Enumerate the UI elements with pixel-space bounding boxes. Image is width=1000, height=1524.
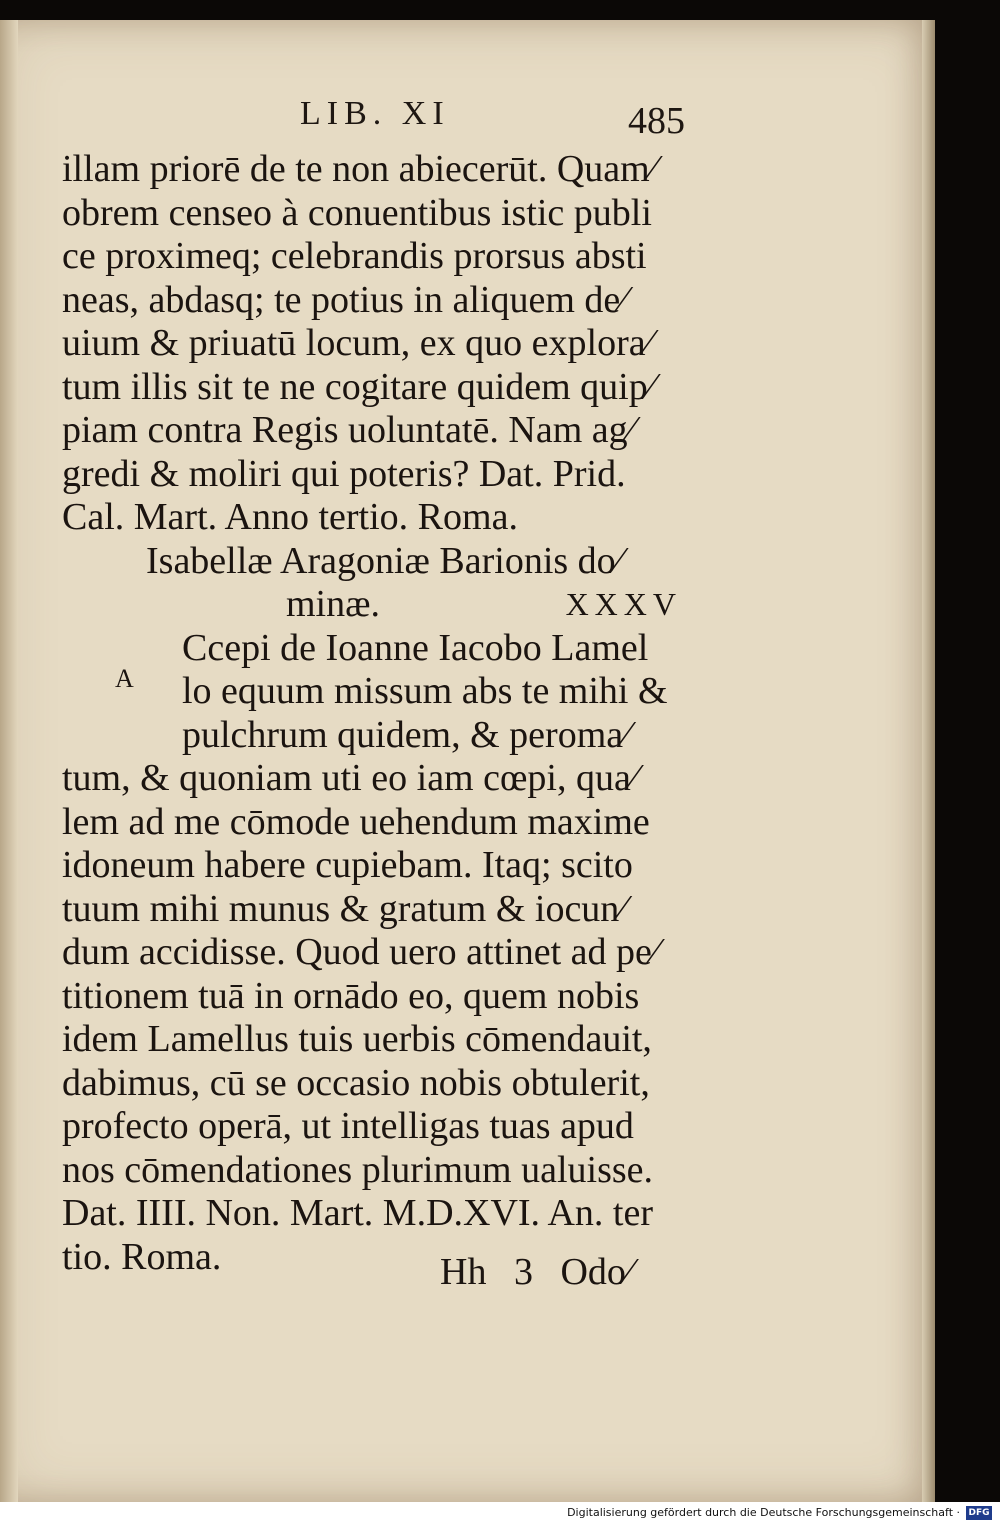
page-edge	[922, 20, 935, 1502]
page-number: 485	[628, 100, 685, 142]
text-line: tum illis sit te ne cogitare quidem quip⁄	[62, 365, 655, 408]
text-line: uium & priuatū locum, ex quo explora⁄	[62, 322, 652, 364]
text-line: neas, abdasq; te potius in aliquem de⁄	[62, 278, 627, 321]
letter-title-line: minæ.	[286, 583, 380, 625]
letter-opening-line: pulchrum quidem, & peroma⁄	[182, 713, 630, 756]
text-line: nos cōmendationes plurimum ualuisse.	[62, 1148, 654, 1191]
text-line: Dat. IIII. Non. Mart. M.D.XVI. An. ter	[62, 1192, 653, 1234]
letter-opening-line: lo equum missum abs te mihi &	[182, 670, 668, 712]
text-line: lem ad me cōmode uehendum maxime	[62, 800, 650, 843]
text-line: idem Lamellus tuis uerbis cōmendauit,	[62, 1018, 652, 1060]
text-line: tio. Roma.	[62, 1235, 222, 1278]
text-line: tuum mihi munus & gratum & iocun⁄	[62, 887, 626, 930]
catchword-line	[440, 1250, 632, 1294]
running-head: LIB. XI	[300, 95, 450, 132]
text-line: titionem tuā in ornādo eo, quem nobis	[62, 974, 640, 1017]
text-line: gredi & moliri qui poteris? Dat. Prid.	[62, 452, 626, 495]
text-line: ce proximeq; celebrandis prorsus absti	[62, 235, 647, 277]
text-line: tum, & quoniam uti eo iam cœpi, qua⁄	[62, 757, 638, 799]
letter-title-end	[62, 583, 692, 627]
text-line: illam priorē de te non abiecerūt. Quam⁄	[62, 148, 657, 190]
text-line: dum accidisse. Quod uero attinet ad pe⁄	[62, 931, 659, 973]
letter-title-line: Isabellæ Aragoniæ Barionis do⁄	[146, 539, 623, 582]
footer-bar	[0, 1502, 1000, 1524]
dfg-logo: DFG	[966, 1506, 992, 1520]
text-line: idoneum habere cupiebam. Itaq; scito	[62, 844, 633, 886]
text-line: obrem censeo à conuentibus istic publi	[62, 191, 652, 234]
page-header	[0, 95, 935, 145]
text-line: Cal. Mart. Anno tertio. Roma.	[62, 496, 518, 538]
catchword: Odo⁄	[560, 1251, 633, 1293]
footer-credit: Digitalisierung gefördert durch die Deutsche Forschungsgemeinschaft ·	[567, 1506, 960, 1519]
marginal-letter: A	[115, 664, 134, 693]
text-line: dabimus, cū se occasio nobis obtulerit,	[62, 1061, 650, 1104]
text-line: piam contra Regis uoluntatē. Nam ag⁄	[62, 409, 634, 451]
signature-number: 3	[513, 1251, 533, 1293]
text-block	[62, 148, 692, 1279]
text-line: profecto operā, ut intelligas tuas apud	[62, 1105, 634, 1147]
letter-number: XXXV	[565, 586, 682, 622]
signature-mark: Hh	[440, 1251, 487, 1293]
page-gutter	[0, 20, 18, 1502]
letter-opening-line: Ccepi de Ioanne Iacobo Lamel	[182, 626, 649, 669]
